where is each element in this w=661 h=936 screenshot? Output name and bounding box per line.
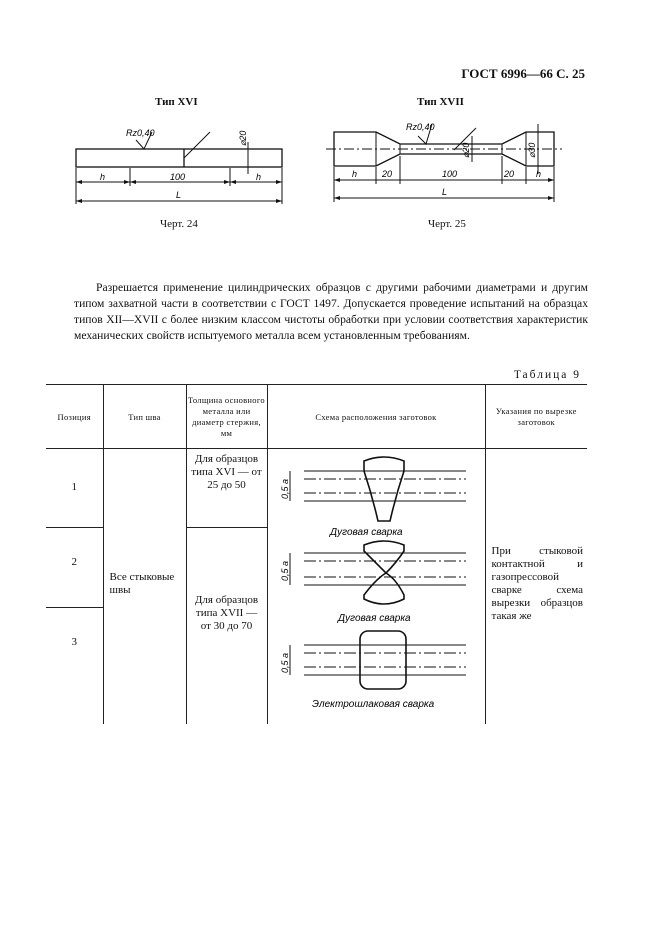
seam-type-text: Все стыковые швы: [109, 571, 175, 596]
rz-label-24: Rz0,40: [126, 128, 155, 138]
position-2: 2: [46, 528, 103, 608]
figure-24-drawing: [70, 118, 290, 210]
paragraph-text: Разрешается применение цилиндрических образцов с другими рабочими диаметрами и другим типом захватной части в соответствии с ГОСТ 1497. Допускается проведение испытаний на образцах типов XII—XVII с более низким классом чистоты обработки при условии соответствия характеристик механических свойств испытуемого металла всем установленным требованиям.: [74, 281, 588, 342]
position-column: [46, 449, 103, 725]
half-a-label-3: 0,5 a: [279, 652, 290, 673]
dim-total-24: L: [176, 190, 182, 200]
figure-25-caption: Черт. 25: [428, 218, 466, 230]
table-label: Таблица 9: [513, 369, 581, 381]
seam-type-cell: [103, 449, 186, 725]
scheme-label-arc-2: Дуговая сварка: [337, 613, 411, 624]
header-thickness: Толщина основного металла или диаметр стержня, мм: [186, 385, 267, 449]
header-scheme: Схема расположения заготовок: [267, 385, 485, 449]
header-seam-type: Тип шва: [103, 385, 186, 449]
instructions-text: При стыковой контактной и газопрессовой сварке схема вырезки образцов такая же: [491, 545, 583, 622]
scheme-label-arc-1: Дуговая сварка: [329, 527, 403, 538]
figure-24-title: Тип XVI: [155, 96, 198, 108]
instructions-cell: [485, 449, 587, 725]
diameter-label-24: ⌀20: [238, 130, 248, 146]
scheme-cell: [267, 449, 485, 725]
header-instructions: Указания по вырезке заготовок: [485, 385, 587, 449]
dim-20-left-25: 20: [382, 169, 393, 179]
thickness-1: Для образцов типа XVI — от 25 до 50: [187, 449, 267, 528]
thickness-column: [186, 449, 267, 725]
diameter-large-label-25: ⌀30: [527, 142, 537, 158]
figure-24-caption: Черт. 24: [160, 218, 198, 230]
half-a-label-2: 0,5 a: [279, 560, 290, 581]
position-3: 3: [71, 636, 77, 648]
half-a-label-1: 0,5 a: [279, 478, 290, 499]
diameter-small-label-25: ⌀20: [461, 142, 471, 158]
dim-total-25: L: [442, 187, 448, 197]
dim-h-left-24: h: [100, 172, 106, 182]
header-position: Позиция: [46, 385, 103, 449]
dim-h-left-25: h: [352, 169, 358, 179]
table-header-row: [46, 385, 587, 449]
table-body-row: [46, 449, 587, 725]
page-header: ГОСТ 6996—66 С. 25: [461, 66, 585, 81]
thickness-2: Для образцов типа XVII — от 30 до 70: [194, 594, 259, 632]
rz-label-25: Rz0,40: [406, 122, 435, 132]
figure-25-title: Тип XVII: [417, 96, 464, 108]
dim-20-right-25: 20: [504, 169, 515, 179]
body-paragraph: [74, 280, 588, 344]
dim-100-24: 100: [170, 172, 186, 182]
figure-25-drawing: [326, 114, 562, 210]
dim-h-right-25: h: [536, 169, 542, 179]
scheme-label-electroslag: Электрошлаковая сварка: [311, 699, 434, 710]
scheme-drawing: [268, 449, 486, 719]
position-1: 1: [46, 449, 103, 528]
dim-h-right-24: h: [256, 172, 262, 182]
dim-100-25: 100: [442, 169, 458, 179]
table-9: [46, 384, 587, 724]
